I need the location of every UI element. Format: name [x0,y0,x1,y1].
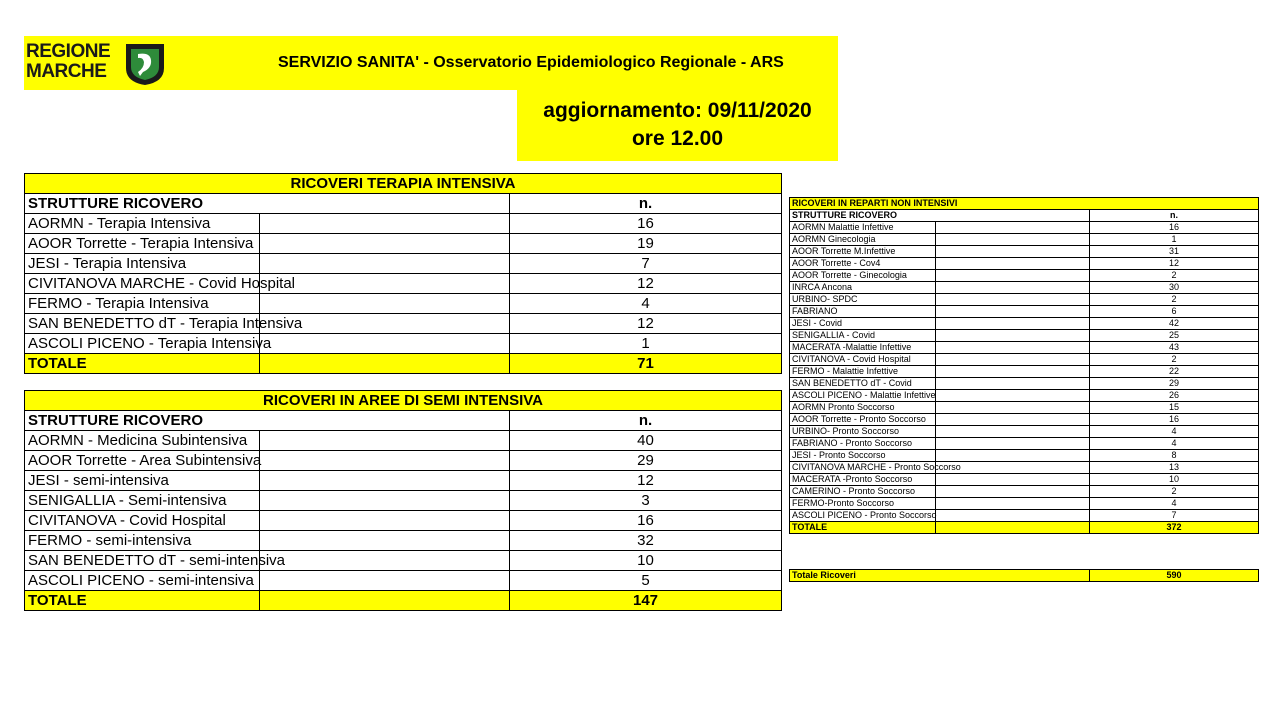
row-count: 29 [1090,378,1259,390]
structure-name: CIVITANOVA - Covid Hospital [25,511,260,531]
service-title: SERVIZIO SANITA' - Osservatorio Epidemiologico Regionale - ARS [278,54,784,71]
table-row [25,551,782,571]
structure-name: INRCA Ancona [790,282,936,294]
structure-name: FERMO-Pronto Soccorso [790,498,936,510]
table-row [790,438,1259,450]
row-count: 2 [1090,294,1259,306]
row-spacer [260,571,510,591]
table-row [25,294,782,314]
structure-name: MACERATA -Pronto Soccorso [790,474,936,486]
row-count: 4 [1090,426,1259,438]
table-row [25,274,782,294]
row-spacer [260,471,510,491]
structure-name: FERMO - Malattie Infettive [790,366,936,378]
total-row [25,354,782,374]
table-row [790,402,1259,414]
row-spacer [260,274,510,294]
structure-name: FABRIANO [790,306,936,318]
row-count: 10 [1090,474,1259,486]
row-spacer [936,510,1090,522]
table-row [790,222,1259,234]
structure-name: CIVITANOVA MARCHE - Pronto Soccorso [790,462,936,474]
row-count: 8 [1090,450,1259,462]
structure-name: AOOR Torrette - Ginecologia [790,270,936,282]
structure-name: JESI - semi-intensiva [25,471,260,491]
table-row [25,234,782,254]
row-count: 1 [510,334,782,354]
table-row [25,334,782,354]
col-n-header: n. [510,194,782,214]
table-row [790,246,1259,258]
row-count: 12 [510,274,782,294]
semi-title: RICOVERI IN AREE DI SEMI INTENSIVA [25,391,782,411]
table-row [790,378,1259,390]
structure-name: FERMO - semi-intensiva [25,531,260,551]
structure-name: CIVITANOVA - Covid Hospital [790,354,936,366]
structure-name: SAN BENEDETTO dT - Terapia Intensiva [25,314,260,334]
table-row [790,510,1259,522]
table-row [790,498,1259,510]
structure-name: URBINO- Pronto Soccorso [790,426,936,438]
col-structure-header: STRUTTURE RICOVERO [790,210,1090,222]
row-count: 42 [1090,318,1259,330]
row-spacer [936,438,1090,450]
structure-name: SAN BENEDETTO dT - Covid [790,378,936,390]
total-label: TOTALE [25,591,260,611]
col-structure-header: STRUTTURE RICOVERO [25,411,510,431]
row-count: 5 [510,571,782,591]
row-spacer [260,531,510,551]
row-spacer [936,270,1090,282]
structure-name: AORMN Pronto Soccorso [790,402,936,414]
row-count: 2 [1090,270,1259,282]
table-row [25,511,782,531]
row-spacer [936,474,1090,486]
grand-total-value: 590 [1090,570,1259,582]
table-row [790,486,1259,498]
update-box [517,90,838,161]
table-row [790,270,1259,282]
update-date: aggiornamento: 09/11/2020 [543,99,812,122]
row-spacer [936,426,1090,438]
row-count: 12 [510,471,782,491]
structure-name: AOOR Torrette - Terapia Intensiva [25,234,260,254]
structure-name: CIVITANOVA MARCHE - Covid Hospital [25,274,260,294]
row-count: 30 [1090,282,1259,294]
row-count: 4 [510,294,782,314]
row-spacer [260,214,510,234]
row-count: 10 [510,551,782,571]
row-spacer [260,491,510,511]
structure-name: FABRIANO - Pronto Soccorso [790,438,936,450]
col-n-header: n. [510,411,782,431]
structure-name: SENIGALLIA - Covid [790,330,936,342]
table-row [25,431,782,451]
total-row [790,522,1259,534]
nonint-title: RICOVERI IN REPARTI NON INTENSIVI [790,198,1259,210]
row-count: 4 [1090,438,1259,450]
table-row [790,474,1259,486]
structure-name: AOOR Torrette M.Infettive [790,246,936,258]
row-spacer [936,246,1090,258]
total-value: 71 [510,354,782,374]
total-row [25,591,782,611]
row-spacer [936,354,1090,366]
table-row [790,330,1259,342]
row-count: 16 [1090,414,1259,426]
table-header-row [25,411,782,431]
row-spacer [260,551,510,571]
table-row [790,462,1259,474]
row-count: 2 [1090,486,1259,498]
table-header-row [790,210,1259,222]
row-count: 7 [1090,510,1259,522]
row-count: 15 [1090,402,1259,414]
row-count: 29 [510,451,782,471]
row-spacer [936,498,1090,510]
row-spacer [260,451,510,471]
row-spacer [936,450,1090,462]
semi-intensive-table [24,390,782,611]
row-spacer [936,282,1090,294]
table-row [790,390,1259,402]
structure-name: URBINO- SPDC [790,294,936,306]
table-row [25,491,782,511]
row-count: 43 [1090,342,1259,354]
row-count: 2 [1090,354,1259,366]
total-spacer [260,591,510,611]
total-value: 372 [1090,522,1259,534]
row-spacer [260,334,510,354]
row-count: 26 [1090,390,1259,402]
row-spacer [936,234,1090,246]
grand-total-table [789,569,1259,582]
table-row [790,258,1259,270]
row-spacer [936,366,1090,378]
row-spacer [260,234,510,254]
row-spacer [936,258,1090,270]
row-spacer [936,318,1090,330]
row-spacer [260,431,510,451]
row-spacer [936,294,1090,306]
row-count: 16 [510,511,782,531]
table-row [25,451,782,471]
logo-line-2: MARCHE [26,61,107,82]
table-header-row [25,194,782,214]
structure-name: MACERATA -Malattie Infettive [790,342,936,354]
row-count: 19 [510,234,782,254]
row-count: 12 [1090,258,1259,270]
table-row [790,318,1259,330]
structure-name: SENIGALLIA - Semi-intensiva [25,491,260,511]
row-count: 1 [1090,234,1259,246]
structure-name: JESI - Terapia Intensiva [25,254,260,274]
row-spacer [936,342,1090,354]
row-count: 22 [1090,366,1259,378]
table-row [25,314,782,334]
structure-name: AOOR Torrette - Area Subintensiva [25,451,260,471]
table-row [790,366,1259,378]
row-count: 31 [1090,246,1259,258]
coat-of-arms-icon [124,42,166,86]
table-row [790,414,1259,426]
row-count: 6 [1090,306,1259,318]
row-spacer [936,390,1090,402]
row-spacer [936,222,1090,234]
structure-name: AOOR Torrette - Pronto Soccorso [790,414,936,426]
table-title-row [790,198,1259,210]
structure-name: CAMERINO - Pronto Soccorso [790,486,936,498]
update-time: ore 12.00 [631,127,724,150]
structure-name: ASCOLI PICENO - Malattie Infettive [790,390,936,402]
grand-total-row [790,570,1259,582]
non-intensive-table [789,197,1259,534]
table-row [790,426,1259,438]
table-row [25,531,782,551]
row-count: 7 [510,254,782,274]
structure-name: SAN BENEDETTO dT - semi-intensiva [25,551,260,571]
table-row [25,254,782,274]
structure-name: ASCOLI PICENO - Terapia Intensiva [25,334,260,354]
row-count: 12 [510,314,782,334]
row-spacer [936,378,1090,390]
structure-name: JESI - Covid [790,318,936,330]
total-label: TOTALE [790,522,936,534]
row-spacer [260,511,510,531]
table-row [790,294,1259,306]
row-spacer [260,294,510,314]
row-count: 4 [1090,498,1259,510]
col-structure-header: STRUTTURE RICOVERO [25,194,510,214]
grand-total-label: Totale Ricoveri [790,570,1090,582]
table-row [790,354,1259,366]
total-spacer [260,354,510,374]
regione-marche-logo [26,40,171,88]
structure-name: JESI - Pronto Soccorso [790,450,936,462]
row-spacer [936,402,1090,414]
structure-name: AOOR Torrette - Cov4 [790,258,936,270]
structure-name: ASCOLI PICENO - Pronto Soccorso [790,510,936,522]
logo-line-1: REGIONE [26,41,111,62]
structure-name: FERMO - Terapia Intensiva [25,294,260,314]
row-count: 16 [510,214,782,234]
total-spacer [936,522,1090,534]
structure-name: AORMN Ginecologia [790,234,936,246]
structure-name: AORMN - Medicina Subintensiva [25,431,260,451]
total-label: TOTALE [25,354,260,374]
table-row [790,234,1259,246]
row-count: 40 [510,431,782,451]
table-row [790,306,1259,318]
table-row [25,571,782,591]
row-count: 25 [1090,330,1259,342]
structure-name: AORMN Malattie Infettive [790,222,936,234]
intensive-care-table [24,173,782,374]
row-spacer [260,254,510,274]
row-spacer [936,330,1090,342]
row-count: 32 [510,531,782,551]
col-n-header: n. [1090,210,1259,222]
row-count: 13 [1090,462,1259,474]
row-spacer [936,486,1090,498]
structure-name: ASCOLI PICENO - semi-intensiva [25,571,260,591]
row-count: 3 [510,491,782,511]
structure-name: AORMN - Terapia Intensiva [25,214,260,234]
total-value: 147 [510,591,782,611]
table-title-row [25,174,782,194]
row-spacer [936,306,1090,318]
table-row [790,282,1259,294]
table-row [25,214,782,234]
table-row [790,342,1259,354]
intensive-title: RICOVERI TERAPIA INTENSIVA [25,174,782,194]
row-count: 16 [1090,222,1259,234]
table-row [25,471,782,491]
table-title-row [25,391,782,411]
row-spacer [936,414,1090,426]
table-row [790,450,1259,462]
